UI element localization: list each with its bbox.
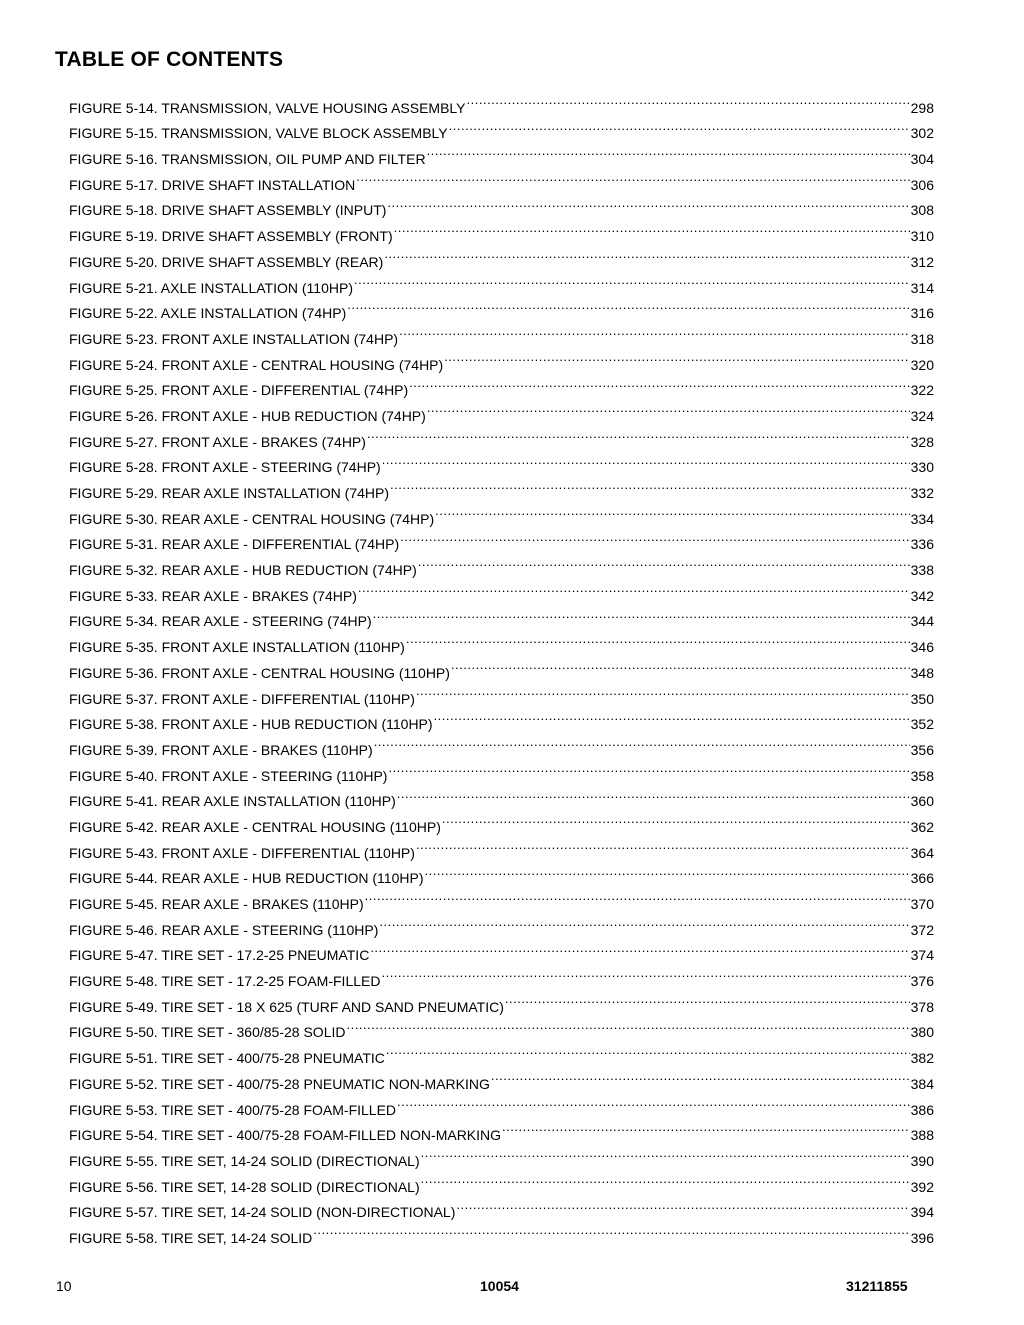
- toc-entry-page-number: 308: [910, 202, 934, 219]
- toc-entry-page-number: 362: [910, 818, 934, 835]
- toc-entry-page-number: 314: [910, 279, 934, 296]
- toc-entry-page-number: 370: [910, 896, 934, 912]
- toc-dot-leader: [442, 806, 910, 832]
- toc-entry-page-number: 312: [910, 253, 934, 270]
- toc-entry-title: FIGURE 5-48. TIRE SET - 17.2-25 FOAM-FILLED: [69, 973, 381, 990]
- toc-entry-page-number: 318: [910, 330, 934, 347]
- toc-entry-title: FIGURE 5-52. TIRE SET - 400/75-28 PNEUMATIC NON-MARKING: [69, 1075, 490, 1092]
- toc-dot-leader: [367, 421, 910, 447]
- toc-entry-page-number: 366: [910, 870, 934, 887]
- toc-entry-title: FIGURE 5-39. FRONT AXLE - BRAKES (110HP): [69, 741, 373, 758]
- toc-dot-leader: [387, 190, 909, 216]
- toc-entry-title: FIGURE 5-32. REAR AXLE - HUB REDUCTION (74HP): [69, 562, 417, 579]
- footer-center-code: 10054: [480, 1278, 519, 1294]
- toc-entry-page-number: 298: [910, 99, 934, 116]
- toc-entry-title: FIGURE 5-37. FRONT AXLE - DIFFERENTIAL (110HP): [69, 690, 415, 707]
- toc-entry-page-number: 394: [910, 1204, 934, 1221]
- toc-entry-title: FIGURE 5-15. TRANSMISSION, VALVE BLOCK ASSEMBLY: [69, 125, 448, 142]
- toc-entry-page-number: 364: [910, 844, 934, 861]
- toc-entry-page-number: 332: [910, 485, 934, 501]
- toc-entry-title: FIGURE 5-18. DRIVE SHAFT ASSEMBLY (INPUT): [69, 202, 387, 219]
- toc-dot-leader: [418, 549, 910, 575]
- toc-dot-leader: [400, 524, 910, 550]
- toc-dot-leader: [356, 164, 909, 190]
- toc-dot-leader: [467, 87, 910, 113]
- page-title: TABLE OF CONTENTS: [55, 48, 284, 71]
- toc-dot-leader: [451, 652, 910, 678]
- toc-entry-title: FIGURE 5-40. FRONT AXLE - STEERING (110HP): [69, 767, 388, 784]
- toc-dot-leader: [347, 293, 909, 319]
- page-footer: [0, 1278, 1024, 1298]
- toc-entry-title: FIGURE 5-36. FRONT AXLE - CENTRAL HOUSING (110HP): [69, 664, 450, 681]
- toc-entry-page-number: 320: [910, 356, 934, 373]
- toc-entry-title: FIGURE 5-38. FRONT AXLE - HUB REDUCTION (110HP): [69, 716, 433, 733]
- toc-dot-leader: [381, 960, 909, 986]
- toc-entry-title: FIGURE 5-49. TIRE SET - 18 X 625 (TURF AND SAND PNEUMATIC): [69, 998, 504, 1015]
- toc-dot-leader: [435, 498, 910, 524]
- toc-entry-page-number: 352: [910, 716, 934, 733]
- toc-entry-title: FIGURE 5-26. FRONT AXLE - HUB REDUCTION (74HP): [69, 407, 426, 424]
- toc-entry-title: FIGURE 5-57. TIRE SET, 14-24 SOLID (NON-DIRECTIONAL): [69, 1204, 456, 1221]
- toc-entry-page-number: 392: [910, 1178, 934, 1195]
- toc-dot-leader: [397, 781, 910, 807]
- toc-entry-title: FIGURE 5-28. FRONT AXLE - STEERING (74HP): [69, 459, 381, 476]
- toc-dot-leader: [384, 241, 909, 267]
- toc-dot-leader: [386, 1037, 910, 1063]
- toc-dot-leader: [416, 832, 910, 858]
- footer-document-number: 31211855: [846, 1278, 908, 1294]
- toc-dot-leader: [416, 678, 910, 704]
- toc-dot-leader: [373, 601, 910, 627]
- toc-dot-leader: [434, 704, 910, 730]
- toc-entry-title: FIGURE 5-24. FRONT AXLE - CENTRAL HOUSING (74HP): [69, 356, 444, 373]
- toc-entry-title: FIGURE 5-29. REAR AXLE INSTALLATION (74HP): [69, 485, 390, 501]
- toc-dot-leader: [421, 1166, 910, 1192]
- toc-dot-leader: [444, 344, 909, 370]
- toc-entry-page-number: 346: [910, 639, 934, 656]
- toc-entry-page-number: 358: [910, 767, 934, 784]
- toc-entry-title: FIGURE 5-44. REAR AXLE - HUB REDUCTION (110HP): [69, 870, 424, 887]
- toc-entry-title: FIGURE 5-58. TIRE SET, 14-24 SOLID: [69, 1229, 313, 1246]
- toc-entry-page-number: 386: [910, 1101, 934, 1118]
- toc-entry[interactable]: [69, 87, 934, 116]
- toc-entry-page-number: 360: [910, 793, 934, 810]
- toc-entry-title: FIGURE 5-30. REAR AXLE - CENTRAL HOUSING (74HP): [69, 510, 435, 527]
- toc-entry-title: FIGURE 5-34. REAR AXLE - STEERING (74HP): [69, 613, 372, 630]
- toc-entry-title: FIGURE 5-23. FRONT AXLE INSTALLATION (74HP): [69, 330, 399, 347]
- toc-entry-title: FIGURE 5-42. REAR AXLE - CENTRAL HOUSING (110HP): [69, 818, 441, 835]
- toc-entry-title: FIGURE 5-45. REAR AXLE - BRAKES (110HP): [69, 896, 364, 912]
- toc-dot-leader: [382, 447, 910, 473]
- toc-entry-page-number: 316: [910, 305, 934, 322]
- toc-entry-title: FIGURE 5-33. REAR AXLE - BRAKES (74HP): [69, 587, 357, 604]
- toc-entry-page-number: 396: [910, 1229, 934, 1246]
- table-of-contents-list: [69, 87, 934, 1246]
- toc-dot-leader: [456, 1192, 909, 1218]
- toc-entry-title: FIGURE 5-20. DRIVE SHAFT ASSEMBLY (REAR): [69, 253, 384, 270]
- toc-entry-title: FIGURE 5-17. DRIVE SHAFT INSTALLATION: [69, 176, 356, 193]
- toc-dot-leader: [505, 986, 910, 1012]
- toc-entry-title: FIGURE 5-43. FRONT AXLE - DIFFERENTIAL (110HP): [69, 844, 415, 861]
- toc-dot-leader: [365, 883, 910, 909]
- toc-dot-leader: [399, 318, 910, 344]
- toc-entry-title: FIGURE 5-16. TRANSMISSION, OIL PUMP AND FILTER: [69, 151, 426, 168]
- toc-entry-title: FIGURE 5-41. REAR AXLE INSTALLATION (110HP): [69, 793, 396, 810]
- toc-dot-leader: [379, 909, 909, 935]
- toc-entry-page-number: 334: [910, 510, 934, 527]
- toc-entry-page-number: 344: [910, 613, 934, 630]
- toc-entry-title: FIGURE 5-14. TRANSMISSION, VALVE HOUSING ASSEMBLY: [69, 99, 466, 116]
- toc-entry-title: FIGURE 5-51. TIRE SET - 400/75-28 PNEUMATIC: [69, 1050, 385, 1067]
- toc-dot-leader: [346, 1012, 909, 1038]
- toc-dot-leader: [491, 1063, 910, 1089]
- toc-entry-page-number: 302: [910, 125, 934, 142]
- toc-dot-leader: [388, 755, 909, 781]
- toc-entry-page-number: 384: [910, 1075, 934, 1092]
- toc-dot-leader: [502, 1115, 910, 1141]
- footer-page-number: 10: [56, 1278, 72, 1294]
- toc-entry-page-number: 350: [910, 690, 934, 707]
- toc-entry-title: FIGURE 5-21. AXLE INSTALLATION (110HP): [69, 279, 353, 296]
- toc-entry-page-number: 310: [910, 228, 934, 245]
- toc-entry-page-number: 378: [910, 998, 934, 1015]
- toc-entry-page-number: 322: [910, 382, 934, 399]
- toc-entry-title: FIGURE 5-25. FRONT AXLE - DIFFERENTIAL (74HP): [69, 382, 409, 399]
- toc-entry-title: FIGURE 5-54. TIRE SET - 400/75-28 FOAM-FILLED NON-MARKING: [69, 1127, 502, 1144]
- toc-entry-page-number: 372: [910, 921, 934, 938]
- toc-dot-leader: [358, 575, 910, 601]
- toc-entry-title: FIGURE 5-31. REAR AXLE - DIFFERENTIAL (74HP): [69, 536, 400, 553]
- toc-entry-title: FIGURE 5-27. FRONT AXLE - BRAKES (74HP): [69, 433, 366, 450]
- toc-entry-page-number: 336: [910, 536, 934, 553]
- toc-entry-page-number: 382: [910, 1050, 934, 1067]
- toc-entry-title: FIGURE 5-19. DRIVE SHAFT ASSEMBLY (FRONT): [69, 228, 393, 245]
- toc-dot-leader: [313, 1217, 909, 1243]
- toc-entry-page-number: 380: [910, 1024, 934, 1041]
- toc-entry-page-number: 388: [910, 1127, 934, 1144]
- toc-entry-title: FIGURE 5-46. REAR AXLE - STEERING (110HP): [69, 921, 379, 938]
- toc-dot-leader: [421, 1140, 910, 1166]
- toc-entry-page-number: 356: [910, 741, 934, 758]
- toc-entry-page-number: 348: [910, 664, 934, 681]
- toc-dot-leader: [394, 215, 910, 241]
- toc-dot-leader: [424, 858, 909, 884]
- toc-entry-title: FIGURE 5-47. TIRE SET - 17.2-25 PNEUMATIC: [69, 947, 370, 964]
- toc-dot-leader: [354, 267, 910, 293]
- toc-dot-leader: [397, 1089, 910, 1115]
- toc-dot-leader: [370, 935, 909, 961]
- toc-entry-page-number: 306: [910, 176, 934, 193]
- toc-entry-page-number: 330: [910, 459, 934, 476]
- toc-dot-leader: [390, 472, 910, 498]
- toc-entry-title: FIGURE 5-22. AXLE INSTALLATION (74HP): [69, 305, 347, 322]
- toc-dot-leader: [409, 370, 909, 396]
- toc-entry-page-number: 324: [910, 407, 934, 424]
- toc-dot-leader: [449, 113, 910, 139]
- toc-entry-page-number: 328: [910, 433, 934, 450]
- toc-entry-title: FIGURE 5-55. TIRE SET, 14-24 SOLID (DIRECTIONAL): [69, 1152, 420, 1169]
- toc-entry-title: FIGURE 5-50. TIRE SET - 360/85-28 SOLID: [69, 1024, 346, 1041]
- toc-entry-page-number: 338: [910, 562, 934, 579]
- toc-entry-title: FIGURE 5-53. TIRE SET - 400/75-28 FOAM-FILLED: [69, 1101, 397, 1118]
- toc-dot-leader: [427, 138, 910, 164]
- toc-entry-title: FIGURE 5-56. TIRE SET, 14-28 SOLID (DIRECTIONAL): [69, 1178, 420, 1195]
- toc-entry-page-number: 390: [910, 1152, 934, 1169]
- toc-dot-leader: [374, 729, 910, 755]
- toc-entry-page-number: 376: [910, 973, 934, 990]
- toc-dot-leader: [406, 626, 910, 652]
- toc-entry-page-number: 304: [910, 151, 934, 168]
- toc-entry-page-number: 342: [910, 587, 934, 604]
- toc-entry-title: FIGURE 5-35. FRONT AXLE INSTALLATION (110HP): [69, 639, 405, 656]
- toc-dot-leader: [427, 395, 910, 421]
- toc-entry-page-number: 374: [910, 947, 934, 964]
